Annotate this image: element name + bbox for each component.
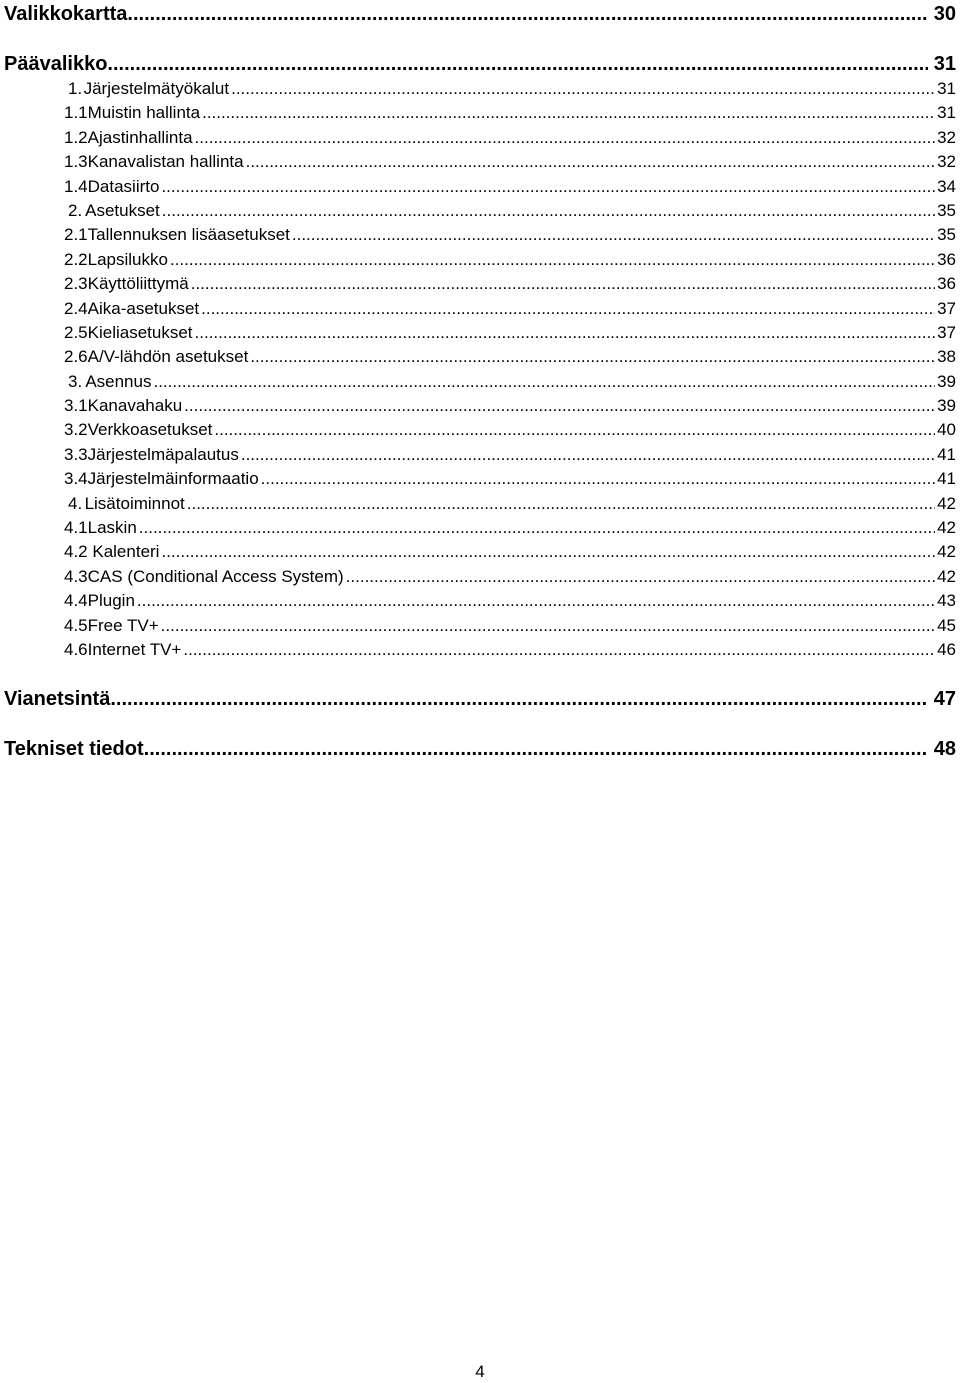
toc-entry-page: 42: [937, 493, 956, 513]
toc-entry-page: 31: [937, 103, 956, 123]
toc-entry-page: 31: [937, 79, 956, 98]
toc-entry-page: 35: [937, 225, 956, 245]
toc-leader-dots: [214, 418, 935, 442]
toc-entry[interactable]: [4, 248, 956, 272]
toc-leader-dots: [191, 272, 935, 296]
toc-entry[interactable]: [4, 565, 956, 589]
toc-entry-page: 42: [937, 542, 956, 562]
toc-entry-page: 40: [937, 420, 956, 440]
toc-entry-number: 1.3: [64, 152, 88, 172]
toc-leader-dots: [161, 540, 935, 564]
toc-entry[interactable]: [4, 467, 956, 491]
toc-entry[interactable]: [4, 150, 956, 174]
toc-leader-dots: [183, 638, 935, 662]
toc-page-number: 30: [933, 3, 956, 25]
toc-entry-number: 2.6: [64, 347, 88, 367]
toc-entry-label: Kalenteri: [87, 542, 160, 562]
toc-entry-label: Tallennuksen lisäasetukset: [87, 225, 290, 245]
toc-entry-number: 3.2: [64, 420, 88, 440]
toc-entry[interactable]: [4, 175, 956, 199]
toc-leader-dots: [110, 686, 927, 712]
table-of-contents: [4, 0, 956, 762]
toc-leader-dots: [250, 345, 935, 369]
toc-leader-dots: [246, 150, 935, 174]
toc-entry-page: 32: [937, 127, 956, 147]
toc-leader-dots: [202, 101, 935, 125]
toc-entry-number: 4.5: [64, 615, 88, 635]
toc-entry-label: Käyttöliittymä: [87, 274, 189, 294]
toc-entry-number: 4.4: [64, 591, 88, 611]
toc-entry-label: Lisätoiminnot: [84, 493, 185, 513]
toc-entry-number: 4.6: [64, 639, 88, 659]
toc-leader-dots: [107, 51, 927, 77]
toc-leader-dots: [346, 565, 935, 589]
toc-entry[interactable]: [4, 418, 956, 442]
toc-leader-dots: [184, 394, 935, 418]
toc-entry-label: Kanavalistan hallinta: [87, 152, 244, 172]
toc-leader-dots: [162, 199, 935, 223]
toc-entry[interactable]: [4, 126, 956, 150]
toc-entry-label: Kanavahaku: [87, 396, 183, 416]
toc-page-number: 31: [933, 53, 956, 75]
toc-entries-list: [4, 77, 956, 662]
toc-entry-label: Asetukset: [85, 200, 160, 220]
toc-entry-label: Kieliasetukset: [87, 322, 193, 342]
toc-leader-dots: [161, 175, 935, 199]
toc-entry-page: 34: [937, 176, 956, 196]
toc-entry-page: 42: [937, 566, 956, 586]
page-footer-number: 4: [475, 1362, 485, 1381]
toc-entry[interactable]: [4, 394, 956, 418]
toc-entry[interactable]: [4, 345, 956, 369]
toc-entry-label: Verkkoasetukset: [87, 420, 213, 440]
toc-entry-page: 42: [937, 518, 956, 538]
toc-entry-page: 37: [937, 322, 956, 342]
toc-label: Päävalikko: [4, 53, 108, 75]
toc-chapter-paavalikko[interactable]: [4, 51, 956, 77]
toc-entry-number: 4.1: [64, 518, 88, 538]
toc-entry[interactable]: [4, 492, 956, 516]
toc-entry-label: Järjestelmäpalautus: [87, 444, 239, 464]
toc-entry[interactable]: [4, 199, 956, 223]
toc-leader-dots: [170, 248, 935, 272]
toc-entry-number: 2.2: [64, 249, 88, 269]
toc-entry-page: 43: [937, 591, 956, 611]
toc-entry-label: Datasiirto: [87, 176, 160, 196]
toc-leader-dots: [127, 1, 927, 27]
toc-entry-number: 3.: [68, 371, 83, 391]
toc-entry-label: Free TV+: [87, 615, 159, 635]
toc-entry-page: 35: [937, 200, 956, 220]
toc-entry-label: A/V-lähdön asetukset: [87, 347, 249, 367]
toc-entry-label: Järjestelmäinformaatio: [87, 469, 259, 489]
toc-entry-number: 1.: [68, 79, 83, 98]
toc-entry-number: 1.1: [64, 103, 88, 123]
toc-entry-number: 4.2: [64, 542, 88, 562]
toc-entry[interactable]: [4, 516, 956, 540]
toc-leader-dots: [137, 589, 935, 613]
toc-leader-dots: [292, 223, 935, 247]
toc-entry[interactable]: [4, 272, 956, 296]
toc-entry-label: Laskin: [87, 518, 137, 538]
toc-entry-page: 36: [937, 274, 956, 294]
toc-entry-label: Järjestelmätyökalut: [83, 79, 230, 98]
toc-entry-page: 32: [937, 152, 956, 172]
toc-leader-dots: [231, 77, 935, 101]
toc-entry[interactable]: [4, 297, 956, 321]
toc-chapter-tekniset-tiedot[interactable]: [4, 736, 956, 762]
toc-entry-number: 1.4: [64, 176, 88, 196]
toc-entry-label: Internet TV+: [87, 639, 182, 659]
toc-leader-dots: [195, 321, 936, 345]
toc-leader-dots: [139, 516, 935, 540]
toc-entry-number: 4.3: [64, 566, 88, 586]
toc-entry[interactable]: [4, 77, 956, 101]
toc-entry[interactable]: [4, 370, 956, 394]
toc-entry-page: 38: [937, 347, 956, 367]
toc-entry-page: 41: [937, 444, 956, 464]
toc-entry-page: 39: [937, 396, 956, 416]
toc-leader-dots: [144, 736, 928, 762]
toc-entry[interactable]: [4, 614, 956, 638]
toc-page-number: 47: [933, 688, 956, 711]
toc-entry[interactable]: [4, 101, 956, 125]
toc-entry-page: 41: [937, 469, 956, 489]
toc-leader-dots: [161, 614, 935, 638]
toc-entry-label: Asennus: [85, 371, 152, 391]
toc-entry[interactable]: [4, 321, 956, 345]
toc-entry[interactable]: [4, 223, 956, 247]
toc-entry-number: 1.2: [64, 127, 88, 147]
toc-entry-number: 2.3: [64, 274, 88, 294]
toc-entry-number: 2.: [68, 200, 83, 220]
toc-entry-number: 3.3: [64, 444, 88, 464]
toc-entry-number: 3.4: [64, 469, 88, 489]
toc-entry[interactable]: [4, 638, 956, 662]
toc-chapter-valikkokartta[interactable]: [4, 1, 956, 27]
toc-entry-number: 2.1: [64, 225, 88, 245]
toc-entry-page: 46: [937, 639, 956, 659]
toc-entry[interactable]: [4, 589, 956, 613]
toc-label: Valikkokartta: [4, 3, 128, 25]
toc-entry-page: 37: [937, 298, 956, 318]
toc-entry-number: 2.5: [64, 322, 88, 342]
toc-entry-number: 4.: [68, 493, 83, 513]
toc-entry[interactable]: [4, 540, 956, 564]
toc-leader-dots: [195, 126, 936, 150]
toc-entry-number: 3.1: [64, 396, 88, 416]
toc-entry-label: Plugin: [87, 591, 135, 611]
toc-leader-dots: [201, 297, 935, 321]
toc-entry-page: 36: [937, 249, 956, 269]
toc-label: Vianetsintä: [4, 688, 111, 711]
toc-entry-page: 45: [937, 615, 956, 635]
toc-leader-dots: [241, 443, 935, 467]
toc-entry-label: CAS (Conditional Access System): [87, 566, 344, 586]
toc-entry-page: 39: [937, 371, 956, 391]
toc-label: Tekniset tiedot: [4, 738, 144, 761]
toc-entry-label: Ajastinhallinta: [87, 127, 193, 147]
toc-entry-label: Aika-asetukset: [87, 298, 200, 318]
toc-chapter-vianetsinta[interactable]: [4, 686, 956, 712]
toc-entry-label: Lapsilukko: [87, 249, 168, 269]
toc-entry-label: Muistin hallinta: [87, 103, 201, 123]
toc-entry[interactable]: [4, 443, 956, 467]
toc-entry-number: 2.4: [64, 298, 88, 318]
toc-leader-dots: [261, 467, 935, 491]
toc-page-number: 48: [933, 738, 956, 761]
toc-leader-dots: [187, 492, 935, 516]
toc-leader-dots: [153, 370, 935, 394]
